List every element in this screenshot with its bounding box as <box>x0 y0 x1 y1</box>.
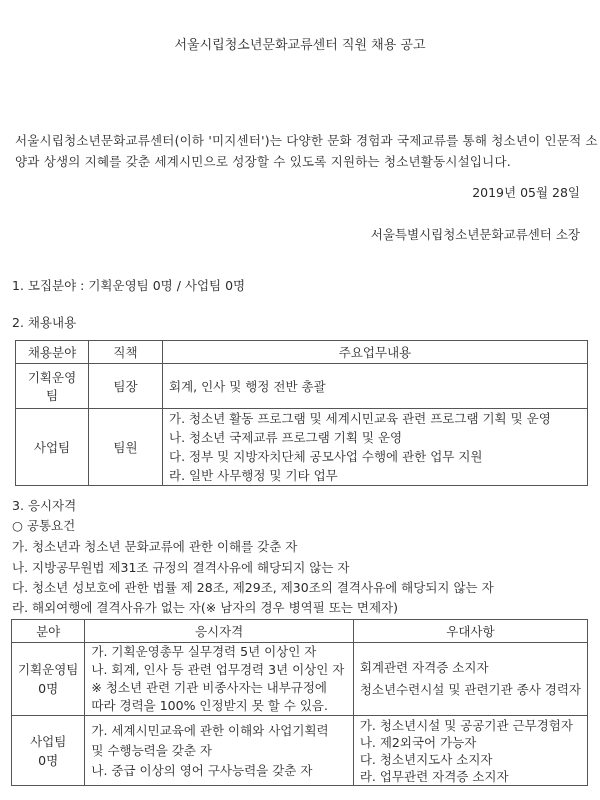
row-duties <box>163 409 588 486</box>
qualification-item: ※ 청소년 관련 기관 비종사자는 내부규정에 <box>91 680 328 695</box>
document-title: 서울시립청소년문화교류센터 직원 채용 공고 <box>174 38 426 53</box>
common-requirement: 나. 지방공무원법 제31조 규정의 결격사유에 해당되지 않는 자 <box>12 560 350 575</box>
field-name: 기획운영팀 <box>18 662 79 677</box>
qualifications-table <box>11 619 588 786</box>
qualification-item: 가. 세계시민교육에 관한 이해와 사업기획력 <box>91 722 329 738</box>
row-qualifications <box>85 643 353 716</box>
header-duties: 주요업무내용 <box>163 341 588 364</box>
row-field <box>12 643 85 716</box>
row-position: 팀장 <box>89 364 163 409</box>
header-field: 채용분야 <box>16 341 89 364</box>
qualification-item: 나. 회계, 인사 등 관련 업무경력 3년 이상인 자 <box>91 662 345 677</box>
common-requirement: 라. 해외여행에 결격사유가 없는 자(※ 남자의 경우 병역필 또는 면제자) <box>12 600 398 615</box>
row-field <box>12 716 85 786</box>
row-preferences <box>353 643 587 716</box>
common-requirement: 가. 청소년과 청소년 문화교류에 관한 이해를 갖춘 자 <box>12 539 298 554</box>
preference-item: 나. 제2외국어 가능자 <box>359 734 477 750</box>
preference-item: 라. 업무관련 자격증 소지자 <box>359 768 509 784</box>
row-preferences <box>353 716 587 786</box>
header-qualifications: 응시자격 <box>85 620 353 643</box>
row-duties: 회계, 인사 및 행정 전반 총괄 <box>163 364 588 409</box>
row-field: 사업팀 <box>16 409 89 486</box>
section-qualifications: 3. 응시자격 <box>12 498 77 513</box>
section-job-content: 2. 채용내용 <box>12 315 77 330</box>
field-count: 0명 <box>38 752 59 768</box>
qualification-item: 및 수행능력을 갖춘 자 <box>91 742 212 758</box>
preference-item: 가. 청소년시설 및 공공기관 근무경험자 <box>359 717 573 733</box>
row-qualifications <box>85 716 353 786</box>
header-position: 직책 <box>89 341 163 364</box>
signature: 서울특별시립청소년문화교류센터 소장 <box>370 227 580 242</box>
row-field: 기획운영팀 <box>16 364 89 409</box>
header-field: 분야 <box>12 620 85 643</box>
common-requirement: 다. 청소년 성보호에 관한 법률 제 28조, 제29조, 제30조의 결격사유에 해당되지 않는 자 <box>12 580 494 595</box>
common-requirements-heading: ○ 공통요건 <box>12 518 76 533</box>
job-content-table <box>15 340 588 486</box>
preference-item: 다. 청소년지도사 소지자 <box>359 751 493 767</box>
row-position: 팀원 <box>89 409 163 486</box>
header-preferences: 우대사항 <box>353 620 587 643</box>
section-recruitment-fields: 1. 모집분야 : 기획운영팀 0명 / 사업팀 0명 <box>12 278 246 293</box>
intro-line-2: 양과 상생의 지혜를 갖춘 세계시민으로 성장할 수 있도록 지원하는 청소년활동시설입니다. <box>15 154 511 169</box>
qualification-item: 가. 기획운영총무 실무경력 5년 이상인 자 <box>91 644 317 659</box>
duty-item: 가. 청소년 활동 프로그램 및 세계시민교육 관련 프로그램 기획 및 운영 <box>169 411 551 426</box>
announcement-date: 2019년 05월 28일 <box>472 185 580 200</box>
duty-item: 다. 정부 및 지방자치단체 공모사업 수행에 관한 업무 지원 <box>169 449 483 464</box>
field-name: 사업팀 <box>30 733 67 749</box>
intro-line-1: 서울시립청소년문화교류센터(이하 '미지센터')는 다양한 문화 경험과 국제교류를 통해 청소년이 인문적 소 <box>15 133 598 148</box>
duty-item: 라. 일반 사무행정 및 기타 업무 <box>169 468 338 483</box>
preference-item: 청소년수련시설 및 관련기관 종사 경력자 <box>359 682 581 697</box>
qualification-item: 나. 중급 이상의 영어 구사능력을 갖춘 자 <box>91 762 313 778</box>
preference-item: 회계관련 자격증 소지자 <box>359 660 489 675</box>
duty-item: 나. 청소년 국제교류 프로그램 기획 및 운영 <box>169 430 403 445</box>
field-count: 0명 <box>38 681 59 696</box>
qualification-item: 따라 경력을 100% 인정받지 못 할 수 있음. <box>91 698 328 713</box>
